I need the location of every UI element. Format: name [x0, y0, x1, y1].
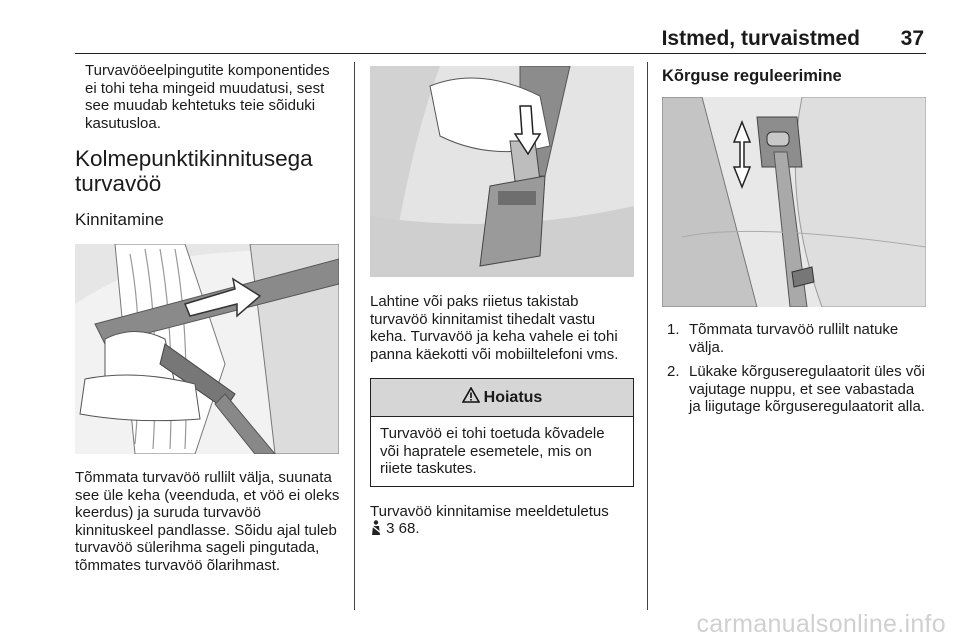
column-3 — [662, 62, 926, 423]
figure-height-adjuster — [662, 97, 926, 307]
reminder-reference — [370, 520, 634, 538]
section-heading: Kolmepunktikinnitusega turvavöö — [75, 146, 313, 196]
column-1 — [75, 62, 340, 574]
warning-header — [371, 379, 633, 417]
page-header — [75, 27, 926, 54]
step-number: 2. 2. — [667, 363, 680, 380]
clothing-paragraph: Lahtine või paks riietus takistab turvavöö kinnitamist tihedalt vastu keha. Turvavöö ja keha vahele ei tohi panna käekotti või mobiiltelefoni vms. — [370, 293, 619, 363]
list-item — [667, 321, 926, 356]
step-text: Lükake kõrguseregulaatorit üles või vajutage nuppu, et see vabastada ja liigutage kõrguseregulaatorit alla. — [689, 363, 925, 415]
warning-box — [370, 378, 634, 487]
list-item — [667, 363, 926, 416]
height-adjust-steps — [662, 321, 926, 416]
seatbelt-person-icon — [370, 520, 386, 537]
fastening-paragraph: Tõmmata turvavöö rullilt välja, suunata see üle keha (veenduda, et vöö ei oleks keerdus) ja suruda turvavöö kinnituskeel pandlasse. Sõidu ajal tuleb turvavöö sülerihma sageli pingutada, tõmmates turvavöö õlarihmast. — [75, 469, 340, 574]
reminder-text: Turvavöö kinnitamise meeldetuletus — [370, 502, 609, 520]
page-number: 37 — [900, 27, 924, 50]
section-title: Istmed, turvaistmed — [661, 27, 860, 50]
figure-buckle — [370, 66, 634, 277]
watermark: carmanualsonline.info — [696, 610, 946, 638]
intro-paragraph: Turvavööeelpingutite komponentides ei tohi teha mingeid muudatusi, sest see muudab kehtetuks teie sõiduki kasutusloa. — [85, 62, 330, 132]
reminder-paragraph — [370, 503, 634, 538]
height-adjust-heading: Kõrguse reguleerimine — [662, 67, 842, 85]
column-divider-2 — [647, 62, 648, 610]
warning-text: Turvavöö ei tohi toetuda kõvadele või hapratele esemetele, mis on riiete taskutes. — [380, 425, 605, 477]
height-adjuster-illustration — [662, 97, 926, 307]
fastening-illustration — [75, 244, 339, 454]
figure-fastening-belt — [75, 244, 339, 454]
warning-triangle-icon — [462, 387, 480, 408]
buckle-illustration — [370, 66, 634, 277]
column-divider-1 — [354, 62, 355, 610]
column-2 — [370, 62, 634, 538]
page-reference[interactable]: 3 68. — [386, 520, 420, 537]
warning-title: Hoiatus — [483, 388, 543, 406]
subheading-fastening: Kinnitamine — [75, 210, 164, 229]
step-text: Tõmmata turvavöö rullilt natuke välja. — [689, 321, 899, 356]
step-number: 1. 1. — [667, 321, 680, 338]
